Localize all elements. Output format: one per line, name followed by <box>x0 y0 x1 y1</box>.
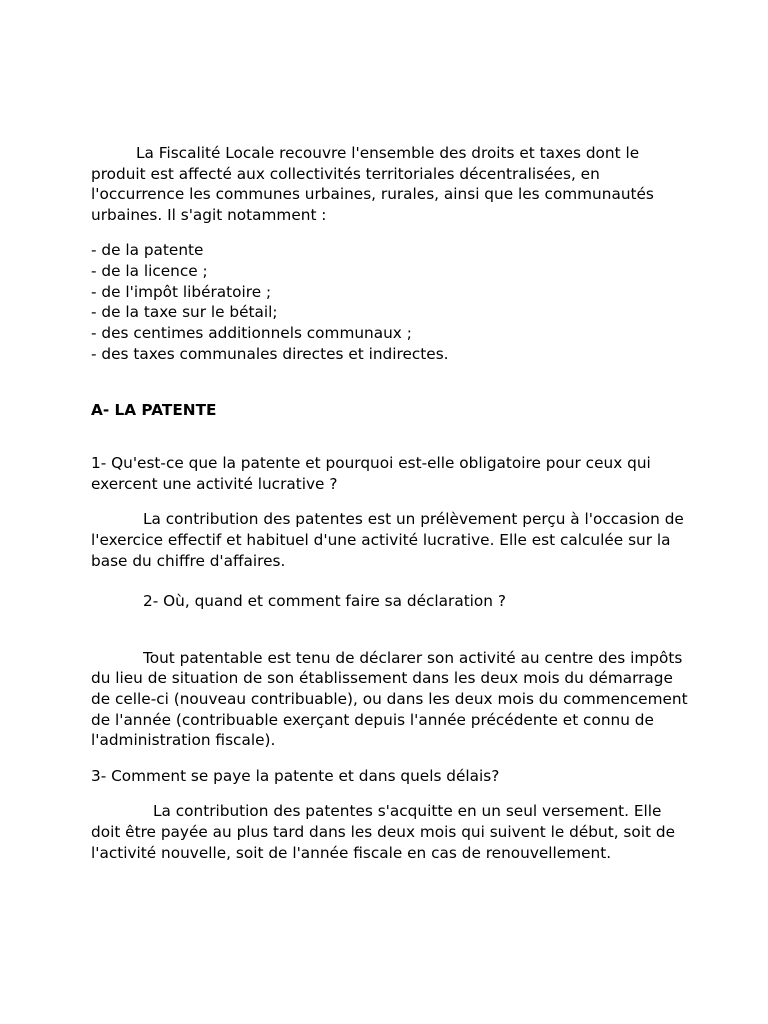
question-3: 3- Comment se paye la patente et dans quels délais? <box>91 766 500 785</box>
list-item: - des centimes additionnels communaux ; <box>91 324 412 343</box>
section-heading: A- LA PATENTE <box>91 400 217 419</box>
list-item: - de l'impôt libératoire ; <box>91 282 272 301</box>
list-item: - de la licence ; <box>91 262 208 281</box>
tax-list <box>91 240 691 364</box>
answer-2: Tout patentable est tenu de déclarer son activité au centre des impôts du lieu de situation de son établissement dans les deux mois du démarrage de celle-ci (nouveau contribuable), ou dans les deux mois du commencement de l'année (contribuable exerçant depuis l'année précédente et connu de l'administration fiscale). <box>91 648 688 750</box>
question-2: 2- Où, quand et comment faire sa déclaration ? <box>143 592 506 611</box>
list-item: - de la patente <box>91 241 204 260</box>
intro-paragraph: La Fiscalité Locale recouvre l'ensemble des droits et taxes dont le produit est affecté aux collectivités territoriales décentralisées, en l'occurrence les communes urbaines, rurales, ainsi que les communautés urbaines. Il s'agit notamment : <box>91 144 654 224</box>
list-item: - des taxes communales directes et indirectes. <box>91 344 449 363</box>
list-item: - de la taxe sur le bétail; <box>91 303 278 322</box>
answer-1: La contribution des patentes est un prélèvement perçu à l'occasion de l'exercice effectif et habituel d'une activité lucrative. Elle est calculée sur la base du chiffre d'affaires. <box>91 510 684 570</box>
question-1: 1- Qu'est-ce que la patente et pourquoi est-elle obligatoire pour ceux qui exercent une activité lucrative ? <box>91 454 651 493</box>
document-page <box>91 143 691 863</box>
answer-3: La contribution des patentes s'acquitte en un seul versement. Elle doit être payée au plus tard dans les deux mois qui suivent le début, soit de l'activité nouvelle, soit de l'année fiscale en cas de renouvellement. <box>91 802 675 862</box>
